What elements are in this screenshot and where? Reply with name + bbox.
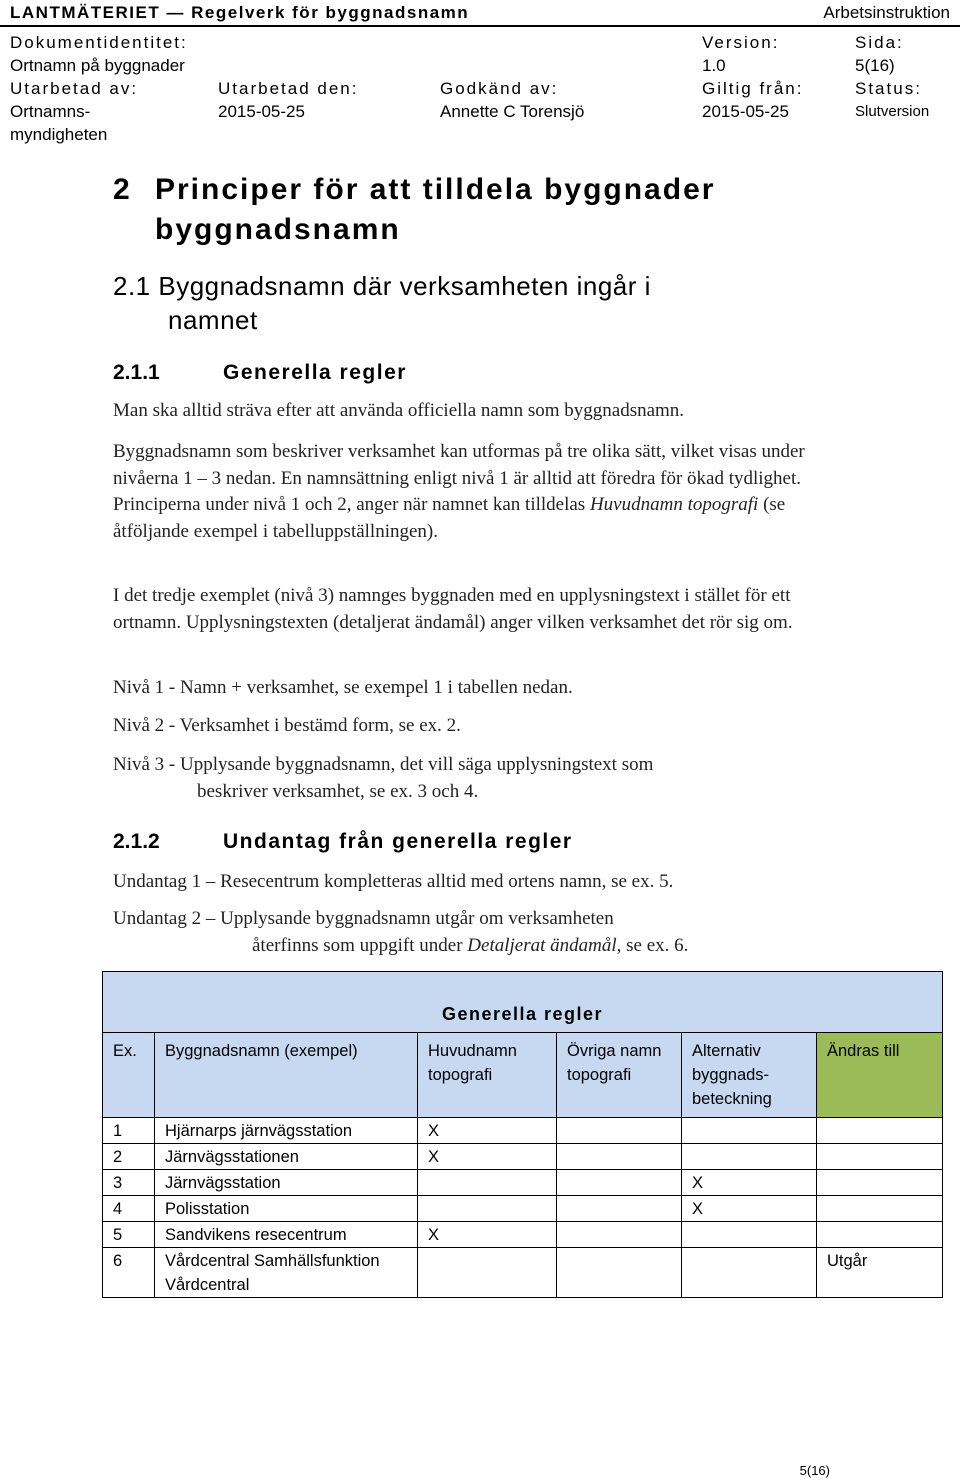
cell-main: X (418, 1144, 557, 1170)
table-header-row (103, 1033, 943, 1118)
cell-main (418, 1196, 557, 1222)
col-header-ex: Ex. (103, 1033, 155, 1118)
cell-ex: 1 (103, 1118, 155, 1144)
page-value: 5(16) (855, 56, 895, 75)
exception-2-italic: Detaljerat ändamål (467, 934, 617, 956)
exception-2-line-2 (113, 933, 853, 960)
section-heading (113, 170, 715, 250)
sub212-heading (113, 830, 573, 854)
approved-cell (440, 77, 584, 123)
level-3 (113, 752, 853, 805)
status-label: Status: (855, 79, 922, 98)
status-value: Slutversion (855, 103, 930, 120)
cell-alt: X (682, 1196, 817, 1222)
sub211-number: 2.1.1 (113, 361, 160, 384)
cell-ex: 2 (103, 1144, 155, 1170)
cell-name: Hjärnarps järnvägsstation (155, 1118, 418, 1144)
sub212-title: Undantag från generella regler (223, 830, 573, 853)
section-title-2: byggnadsnamn (155, 213, 401, 246)
valid-cell (702, 77, 803, 123)
table-row (103, 1170, 943, 1196)
cell-main (418, 1170, 557, 1196)
paragraph-2 (113, 439, 853, 545)
table-row (103, 1144, 943, 1170)
version-label: Version: (702, 33, 780, 52)
rules-table (102, 971, 943, 1298)
sub212-number: 2.1.2 (113, 830, 160, 853)
table-row (103, 1222, 943, 1248)
subsection-heading (113, 269, 651, 337)
cell-alt (682, 1118, 817, 1144)
paragraph-1: Man ska alltid sträva efter att använda officiella namn som byggnadsnamn. (113, 400, 685, 421)
doc-id-value: Ortnamn på byggnader (10, 56, 185, 75)
cell-other (557, 1196, 682, 1222)
section-title-1: Principer för att tilldela byggnader (155, 173, 716, 206)
table-row (103, 1196, 943, 1222)
cell-change (817, 1144, 943, 1170)
cell-ex: 6 (103, 1248, 155, 1298)
level-3-line-2: beskriver verksamhet, se ex. 3 och 4. (197, 780, 479, 802)
author-value-2: myndigheten (10, 125, 108, 144)
author-label: Utarbetad av: (10, 79, 139, 98)
table-row (103, 1118, 943, 1144)
author-value-1: Ortnamns- (10, 102, 91, 121)
status-cell (855, 77, 929, 123)
subsection-title-1: 2.1 Byggnadsnamn där verksamheten ingår i (113, 271, 651, 301)
date-value: 2015-05-25 (218, 102, 305, 121)
date-label: Utarbetad den: (218, 79, 359, 98)
author-cell (10, 77, 138, 146)
cell-ex: 5 (103, 1222, 155, 1248)
paragraph-2a: Byggnadsnamn som beskriver verksamhet kan utformas på tre olika sätt, vilket visas under nivåerna 1 – 3 nedan. En namnsättning enligt nivå 1 är alltid att föredra för ökad tydlighet. Principerna under nivå 1 och 2, anger när namnet kan tilldelas (113, 441, 805, 515)
level-2: Nivå 2 - Verksamhet i bestämd form, se ex. 2. (113, 715, 461, 736)
exception-2-line-1: Undantag 2 – Upplysande byggnadsnamn utgår om verksamheten (113, 908, 614, 929)
page-label: Sida: (855, 33, 904, 52)
section-number: 2 (113, 173, 132, 206)
cell-main (418, 1248, 557, 1298)
cell-change (817, 1170, 943, 1196)
cell-main: X (418, 1222, 557, 1248)
exception-1: Undantag 1 – Resecentrum kompletteras alltid med ortens namn, se ex. 5. (113, 871, 674, 892)
valid-value: 2015-05-25 (702, 102, 789, 121)
cell-name: Polisstation (155, 1196, 418, 1222)
cell-other (557, 1222, 682, 1248)
table-title-row (103, 972, 943, 1033)
valid-label: Giltig från: (702, 79, 804, 98)
cell-name: Järnvägsstationen (155, 1144, 418, 1170)
paragraph-2-italic: Huvudnamn topografi (589, 494, 759, 515)
exception-2-text: återfinns som uppgift under (252, 934, 468, 956)
subsection-title-2: namnet (168, 305, 258, 335)
cell-other (557, 1170, 682, 1196)
cell-name: Järnvägsstation (155, 1170, 418, 1196)
exception-2 (113, 906, 853, 959)
header-divider (0, 25, 960, 27)
sub211-title: Generella regler (223, 361, 407, 384)
cell-name: Vårdcentral Samhällsfunktion Vårdcentral (155, 1248, 418, 1298)
header-title: LANTMÄTERIET — Regelverk för byggnadsnamn (10, 3, 470, 22)
table-title: Generella regler (103, 972, 943, 1033)
cell-other (557, 1248, 682, 1298)
doc-id-cell (10, 31, 188, 77)
sub211-heading (113, 361, 407, 385)
cell-main: X (418, 1118, 557, 1144)
cell-ex: 3 (103, 1170, 155, 1196)
approved-value: Annette C Torensjö (440, 102, 585, 121)
cell-alt (682, 1144, 817, 1170)
cell-alt (682, 1222, 817, 1248)
cell-name: Sandvikens resecentrum (155, 1222, 418, 1248)
date-cell (218, 77, 358, 123)
cell-change: Utgår (817, 1248, 943, 1298)
document-header-title (10, 3, 950, 25)
col-header-other: Övriga namn topografi (557, 1033, 682, 1118)
col-header-alt: Alternativ byggnads-beteckning (682, 1033, 817, 1118)
version-cell (702, 31, 779, 77)
paragraph-2b: (se åtföljande exempel i tabelluppställningen). (113, 494, 786, 542)
level-3-line-1: Nivå 3 - Upplysande byggnadsnamn, det vill säga upplysningstext som (113, 754, 654, 775)
cell-alt (682, 1248, 817, 1298)
exception-2-end: , se ex. 6. (616, 934, 689, 956)
cell-alt: X (682, 1170, 817, 1196)
cell-change (817, 1118, 943, 1144)
cell-change (817, 1196, 943, 1222)
version-value: 1.0 (702, 56, 726, 75)
page-cell (855, 31, 904, 77)
table-row (103, 1248, 943, 1298)
cell-other (557, 1144, 682, 1170)
cell-change (817, 1222, 943, 1248)
cell-ex: 4 (103, 1196, 155, 1222)
level-1: Nivå 1 - Namn + verksamhet, se exempel 1 i tabellen nedan. (113, 677, 573, 698)
col-header-name: Byggnadsnamn (exempel) (155, 1033, 418, 1118)
approved-label: Godkänd av: (440, 79, 559, 98)
doc-id-label: Dokumentidentitet: (10, 33, 188, 52)
paragraph-3: I det tredje exemplet (nivå 3) namnges byggnaden med en upplysningstext i stället för ett ortnamn. Upplysningstexten (detaljerat ändamål) anger vilken verksamhet det rör sig om. (113, 585, 793, 633)
col-header-main: Huvudnamn topografi (418, 1033, 557, 1118)
col-header-change: Ändras till (817, 1033, 943, 1118)
cell-other (557, 1118, 682, 1144)
footer-page-number: 5(16) (799, 1463, 830, 1478)
header-doc-type: Arbetsinstruktion (823, 3, 950, 22)
